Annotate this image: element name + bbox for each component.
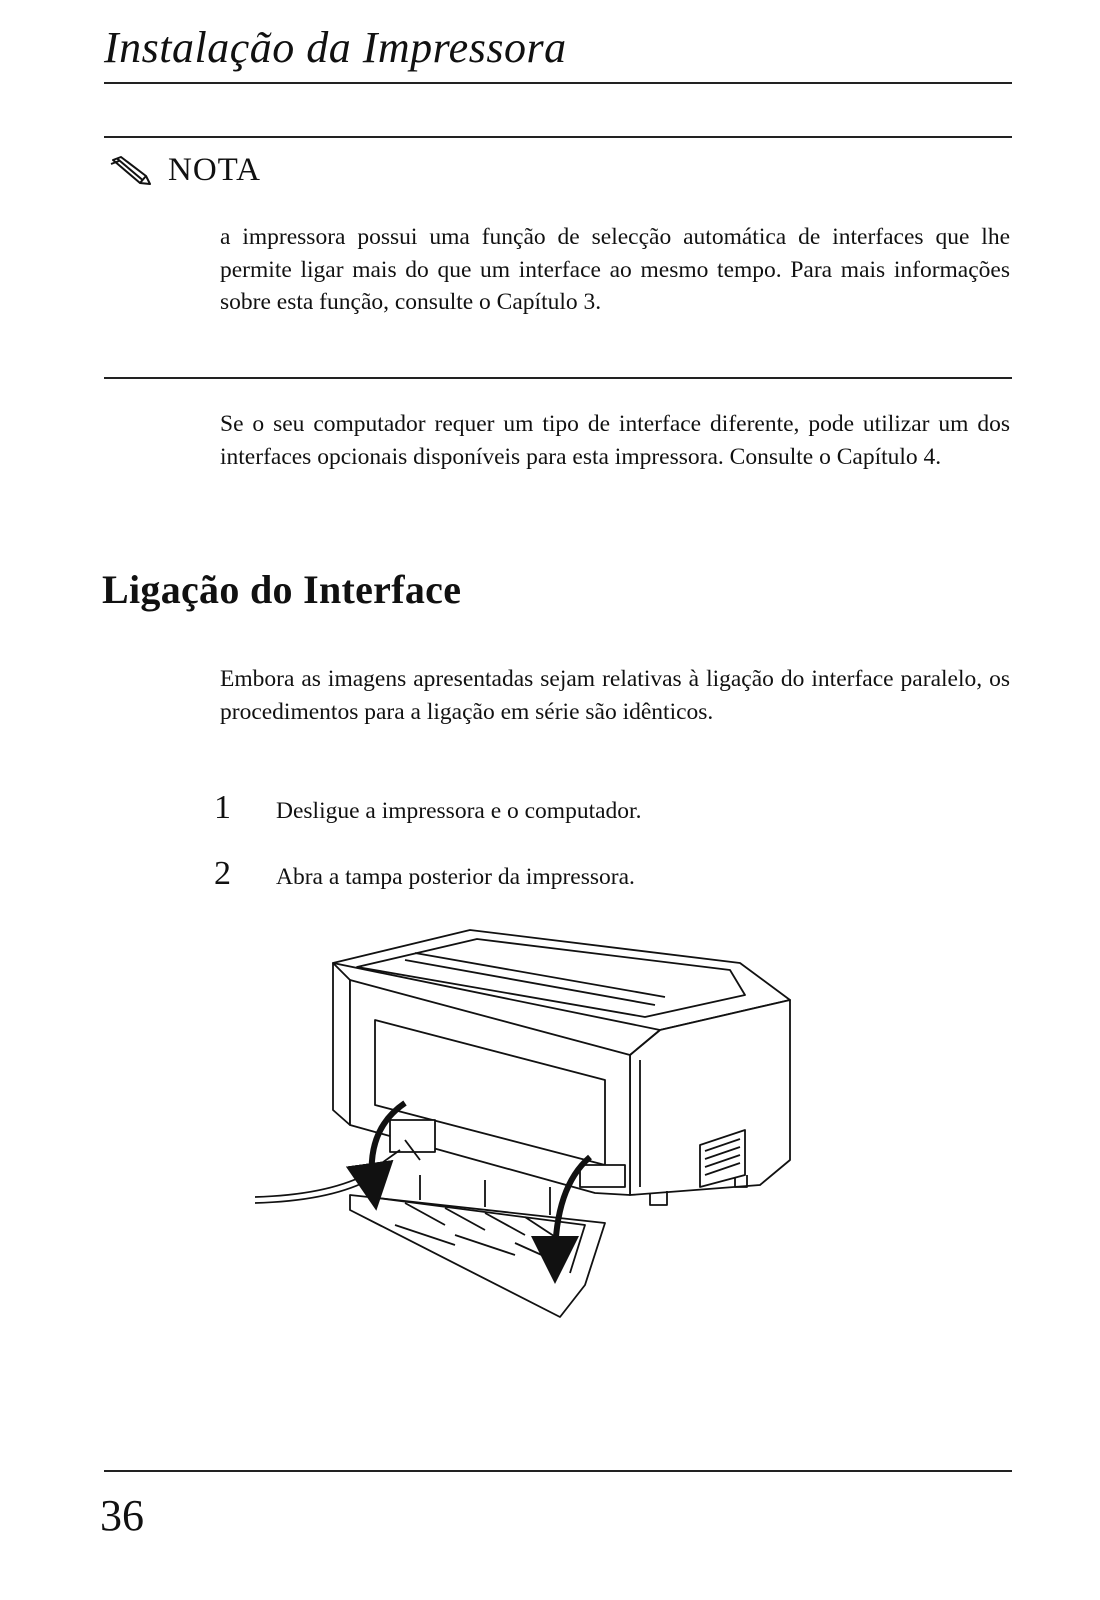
step-text: Desligue a impressora e o computador.: [276, 798, 642, 824]
step-text: Abra a tampa posterior da impressora.: [276, 864, 635, 890]
header-rule: [104, 82, 1012, 84]
note-rule-top: [104, 136, 1012, 138]
step-1: [214, 789, 1014, 827]
page-header-title: Instalação da Impressora: [104, 23, 567, 72]
step-2: [214, 855, 1014, 893]
step-number: 1: [214, 789, 231, 826]
intro-paragraph: Se o seu computador requer um tipo de interface diferente, pode utilizar um dos interfaces opcionais disponíveis para esta impressora. Consulte o Capítulo 4.: [220, 411, 1010, 470]
note-rule-bottom: [104, 377, 1012, 379]
printer-rear-cover-illustration: [255, 925, 800, 1325]
page-number: 36: [100, 1491, 144, 1540]
section-heading: Ligação do Interface: [102, 567, 462, 612]
section-paragraph: Embora as imagens apresentadas sejam relativas à ligação do interface paralelo, os procedimentos para a ligação em série são idênticos.: [220, 666, 1010, 725]
note-text: a impressora possui uma função de selecção automática de interfaces que lhe permite ligar mais do que um interface ao mesmo tempo. Para mais informações sobre esta função, consulte o Capítulo 3.: [220, 224, 1010, 315]
pencil-icon: [108, 155, 152, 185]
footer-rule: [104, 1470, 1012, 1472]
note-heading: [108, 150, 261, 190]
note-label: NOTA: [168, 151, 262, 188]
step-number: 2: [214, 855, 231, 892]
